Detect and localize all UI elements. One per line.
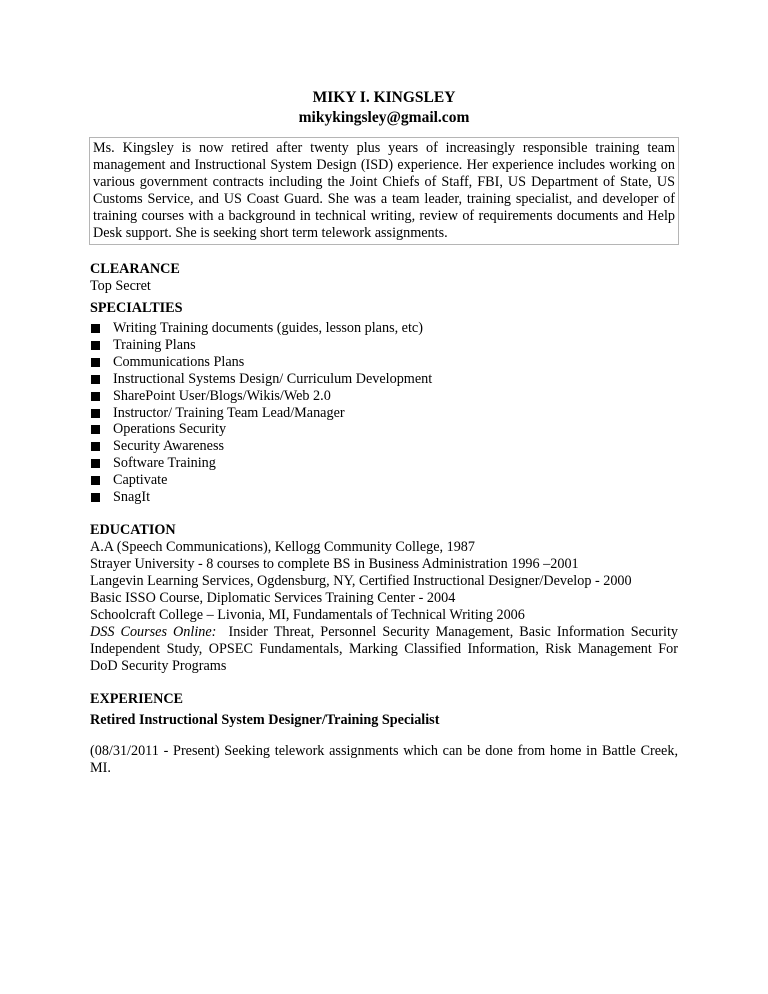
- square-bullet-icon: [91, 425, 100, 434]
- resume-page: [90, 88, 682, 777]
- specialty-text: Captivate: [113, 472, 168, 489]
- candidate-name: MIKY I. KINGSLEY: [312, 89, 456, 106]
- summary-box: [89, 137, 679, 245]
- specialty-text: Communications Plans: [113, 353, 245, 370]
- education-heading: EDUCATION: [90, 521, 176, 538]
- square-bullet-icon: [91, 409, 100, 418]
- clearance-value: Top Secret: [90, 278, 151, 294]
- list-item: [90, 405, 678, 422]
- list-item: [90, 320, 678, 337]
- list-item: [90, 354, 678, 371]
- list-item: [90, 455, 678, 472]
- square-bullet-icon: [91, 476, 100, 485]
- square-bullet-icon: [91, 324, 100, 333]
- specialties-list: [90, 320, 678, 506]
- job-title: Retired Instructional System Designer/Training Specialist: [90, 711, 440, 728]
- square-bullet-icon: [91, 341, 100, 350]
- list-item: [90, 337, 678, 354]
- specialty-text: Instructional Systems Design/ Curriculum Development: [113, 370, 433, 387]
- specialty-text: Training Plans: [113, 336, 196, 353]
- square-bullet-icon: [91, 358, 100, 367]
- square-bullet-icon: [91, 442, 100, 451]
- candidate-email: mikykingsley@gmail.com: [298, 109, 470, 126]
- specialty-text: Software Training: [113, 455, 216, 472]
- list-item: [90, 472, 678, 489]
- dss-courses-label: DSS Courses Online:: [90, 623, 217, 640]
- list-item: [90, 438, 678, 455]
- clearance-heading: CLEARANCE: [90, 261, 180, 277]
- square-bullet-icon: [91, 493, 100, 502]
- experience-heading: EXPERIENCE: [90, 690, 184, 707]
- list-item: [90, 421, 678, 438]
- education-line: Schoolcraft College – Livonia, MI, Fundamentals of Technical Writing 2006: [90, 606, 525, 623]
- square-bullet-icon: [91, 375, 100, 384]
- specialties-heading: SPECIALTIES: [90, 300, 183, 316]
- education-line: Langevin Learning Services, Ogdensburg, NY, Certified Instructional Designer/Develop - 2000: [90, 572, 632, 589]
- dss-courses-paragraph: [90, 623, 682, 675]
- specialty-text: Operations Security: [113, 421, 227, 438]
- list-item: [90, 489, 678, 506]
- specialty-text: Writing Training documents (guides, lesson plans, etc): [113, 320, 423, 336]
- education-line: A.A (Speech Communications), Kellogg Community College, 1987: [90, 538, 475, 555]
- summary-text: Ms. Kingsley is now retired after twenty plus years of increasingly responsible training team management and Instructional System Design (ISD) experience. Her experience includes working on various government contracts including the Joint Chiefs of Staff, FBI, US Department of State, US Customs Service, and US Coast Guard. She was a team leader, training specialist, and developer of training courses with a background in technical writing, review of requirements documents and Help Desk support. She is seeking short term telework assignments.: [93, 140, 675, 241]
- specialty-text: Instructor/ Training Team Lead/Manager: [113, 404, 345, 421]
- resume-header: [90, 88, 678, 128]
- square-bullet-icon: [91, 459, 100, 468]
- specialty-text: SharePoint User/Blogs/Wikis/Web 2.0: [113, 387, 331, 404]
- specialty-text: SnagIt: [113, 489, 151, 506]
- job-description: (08/31/2011 - Present) Seeking telework assignments which can be done from home in Battle Creek, MI.: [90, 742, 678, 776]
- dss-courses-text: Insider Threat, Personnel Security Management, Basic Information Security Independent Study, OPSEC Fundamentals, Marking Classified Information, Risk Management For DoD Security Programs: [90, 623, 682, 674]
- education-line: Basic ISSO Course, Diplomatic Services Training Center - 2004: [90, 589, 456, 606]
- education-line: Strayer University - 8 courses to complete BS in Business Administration 1996 –2001: [90, 555, 579, 572]
- specialty-text: Security Awareness: [113, 438, 224, 455]
- list-item: [90, 371, 678, 388]
- square-bullet-icon: [91, 392, 100, 401]
- list-item: [90, 388, 678, 405]
